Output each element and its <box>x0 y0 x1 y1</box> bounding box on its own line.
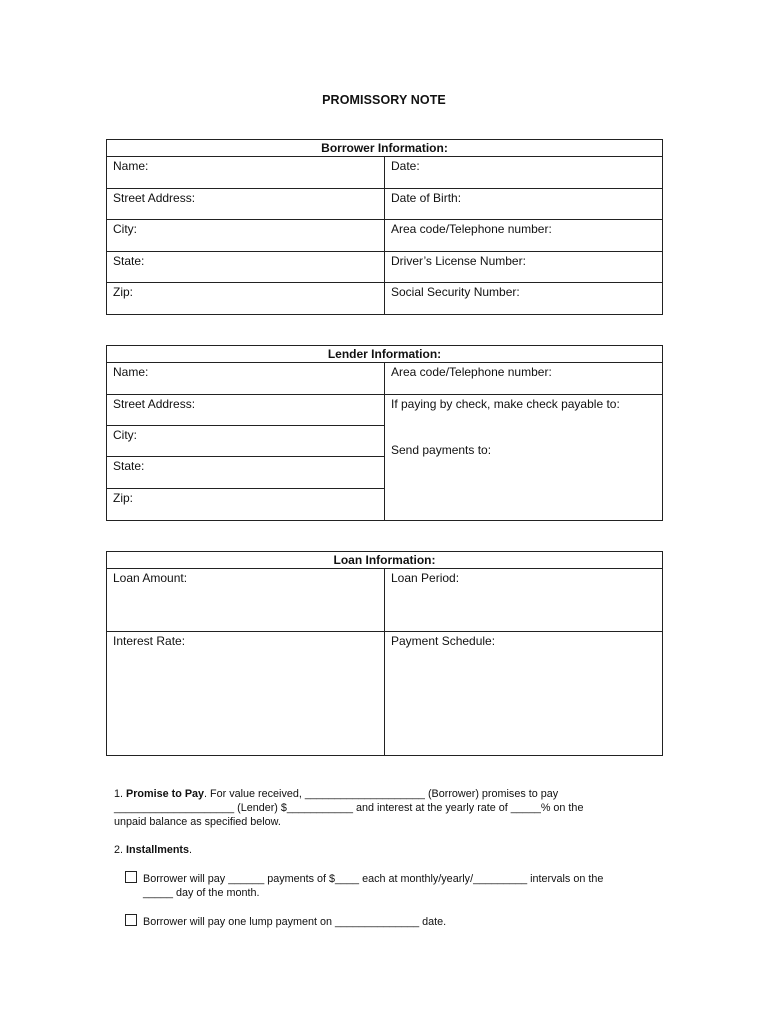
installments-title: Installments <box>126 844 190 856</box>
lender-phone-field[interactable]: Area code/Telephone number: <box>385 363 663 395</box>
installment-checkbox[interactable] <box>125 871 137 883</box>
borrower-name-field[interactable]: Name: <box>107 157 385 189</box>
borrower-heading: Borrower Information: <box>107 140 663 157</box>
lender-city-field[interactable]: City: <box>107 426 385 457</box>
check-payable-label: If paying by check, make check payable to: <box>391 397 620 411</box>
lender-heading: Lender Information: <box>107 346 663 363</box>
lender-information-table <box>106 345 663 521</box>
interest-rate-field[interactable]: Interest Rate: <box>107 632 385 756</box>
lump-sum-checkbox[interactable] <box>125 914 137 926</box>
promise-to-pay-title: Promise to Pay <box>126 788 205 800</box>
lender-zip-field[interactable]: Zip: <box>107 489 385 521</box>
document-title: PROMISSORY NOTE <box>322 93 446 107</box>
loan-period-field[interactable]: Loan Period: <box>385 569 663 632</box>
lender-street-field[interactable]: Street Address: <box>107 395 385 426</box>
send-payments-label: Send payments to: <box>391 443 492 457</box>
option-2-text: Borrower will pay one lump payment on ______________ date. <box>143 916 447 928</box>
payment-schedule-field[interactable]: Payment Schedule: <box>385 632 663 756</box>
borrower-license-field[interactable]: Driver’s License Number: <box>385 252 663 283</box>
lender-name-field[interactable]: Name: <box>107 363 385 395</box>
borrower-date-field[interactable]: Date: <box>385 157 663 189</box>
borrower-zip-field[interactable]: Zip: <box>107 283 385 315</box>
clause-number: 2. <box>114 844 127 856</box>
promise-line-2: ____________________ (Lender) $___________ and interest at the yearly rate of _____% on the <box>114 802 584 814</box>
promise-line-3: unpaid balance as specified below. <box>114 816 281 828</box>
promise-line-1: . For value received, ____________________ (Borrower) promises to pay <box>204 788 559 800</box>
borrower-information-table <box>106 139 663 315</box>
lender-state-field[interactable]: State: <box>107 457 385 489</box>
borrower-dob-field[interactable]: Date of Birth: <box>385 189 663 220</box>
borrower-ssn-field[interactable]: Social Security Number: <box>385 283 663 315</box>
installments-period: . <box>189 844 193 856</box>
installment-option-lump-sum <box>125 914 645 929</box>
option-1-line-2: _____ day of the month. <box>143 887 260 899</box>
loan-amount-field[interactable]: Loan Amount: <box>107 569 385 632</box>
lender-payment-instructions[interactable] <box>385 395 663 521</box>
loan-heading: Loan Information: <box>107 552 663 569</box>
borrower-city-field[interactable]: City: <box>107 220 385 252</box>
borrower-state-field[interactable]: State: <box>107 252 385 283</box>
installment-option-payments <box>125 871 645 900</box>
borrower-street-field[interactable]: Street Address: <box>107 189 385 220</box>
borrower-phone-field[interactable]: Area code/Telephone number: <box>385 220 663 252</box>
loan-information-table <box>106 551 663 756</box>
option-1-line-1: Borrower will pay ______ payments of $____ each at monthly/yearly/_________ intervals on the <box>143 873 604 885</box>
promise-to-pay-clause <box>114 787 583 829</box>
installments-clause <box>114 843 192 857</box>
clause-number: 1. <box>114 788 127 800</box>
